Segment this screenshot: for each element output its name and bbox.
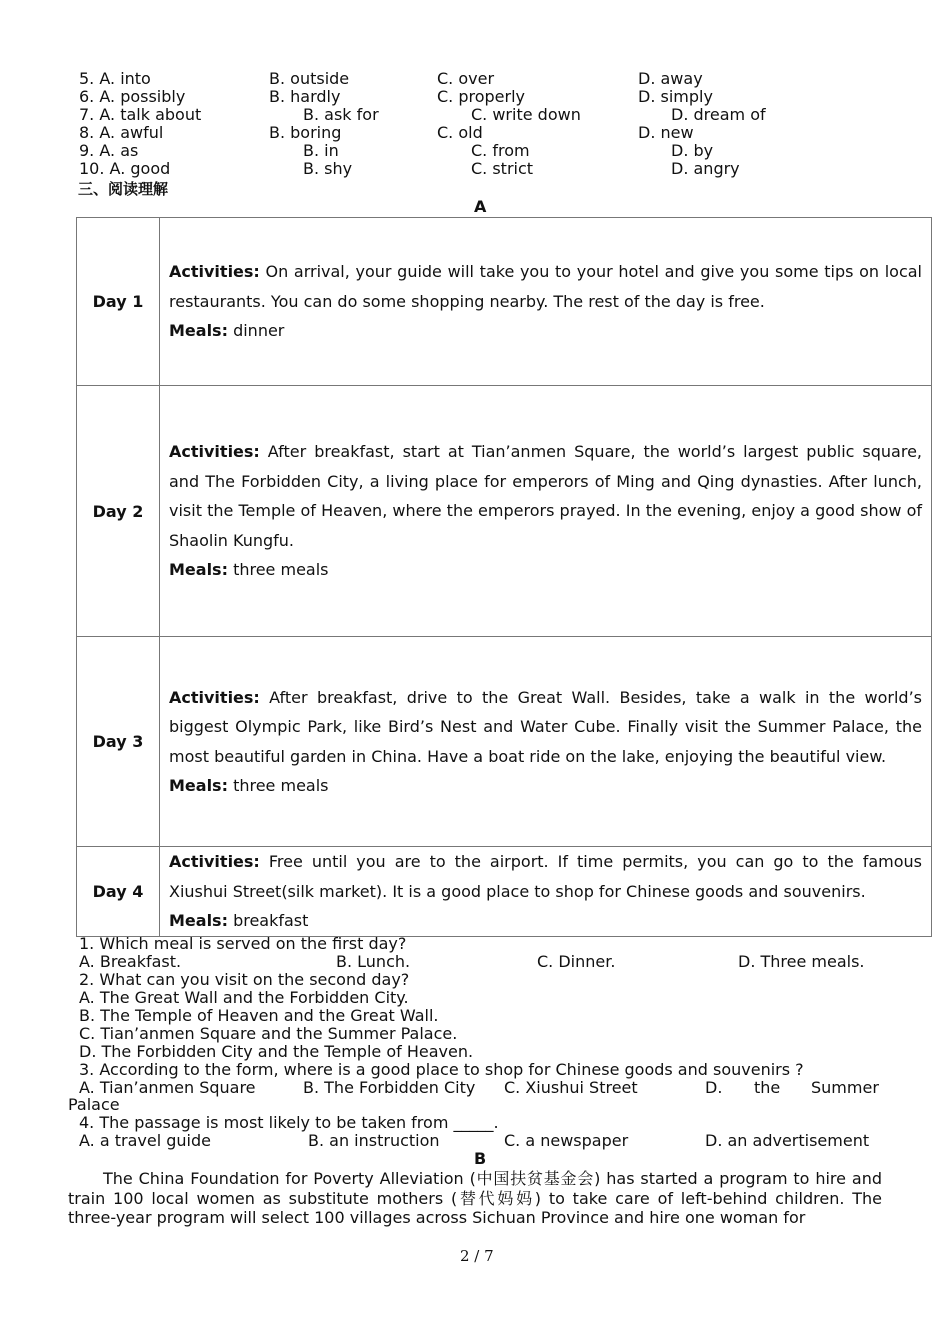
itinerary-table (76, 217, 932, 937)
cloze-6-a: 6. A. possibly (79, 87, 186, 106)
passage-a-title: A (474, 197, 487, 216)
cloze-6-d: D. simply (638, 87, 713, 106)
meals-text: breakfast (227, 911, 309, 930)
q3-option-d-word-1: the (754, 1078, 781, 1097)
day-description (160, 218, 932, 386)
q4-option-c: C. a newspaper (504, 1131, 629, 1150)
q1-option-b: B. Lunch. (336, 952, 411, 971)
cloze-5-d: D. away (638, 69, 703, 88)
activities-text: After breakfast, start at Tian’anmen Square, the world’s largest public square, and The Forbidden City, a living place for emperors of Ming and Qing dynasties. After lunch, visit the Temple of Heaven, where the emperors prayed. In the evening, enjoy a good show of Shaolin Kungfu. (169, 442, 922, 550)
q1-option-c: C. Dinner. (537, 952, 616, 971)
meals-label: Meals: (169, 560, 228, 580)
cloze-8-d: D. new (638, 123, 694, 142)
passage-b-title: B (474, 1149, 487, 1168)
cloze-9-a: 9. A. as (79, 141, 139, 160)
cloze-5-c: C. over (437, 69, 495, 88)
activities-label: Activities: (169, 262, 260, 282)
cloze-5-a: 5. A. into (79, 69, 151, 88)
cloze-10-a: 10. A. good (79, 159, 171, 178)
question-3: 3. According to the form, where is a good place to shop for Chinese goods and souvenirs ? (79, 1060, 804, 1079)
day-label: Day 3 (77, 637, 160, 847)
cloze-9-c: C. from (471, 141, 530, 160)
cloze-7-b: B. ask for (303, 105, 379, 124)
cloze-9-b: B. in (303, 141, 339, 160)
q3-option-d-word-2: Summer (811, 1078, 879, 1097)
cloze-8-c: C. old (437, 123, 483, 142)
question-1: 1. Which meal is served on the first day? (79, 934, 407, 953)
day-label: Day 2 (77, 386, 160, 637)
section-heading: 三、阅读理解 (78, 180, 169, 198)
cloze-10-c: C. strict (471, 159, 534, 178)
q3-option-d-letter: D. (705, 1078, 723, 1097)
activities-label: Activities: (169, 442, 260, 462)
q2-option-b: B. The Temple of Heaven and the Great Wall. (79, 1006, 439, 1025)
activities-text: Free until you are to the airport. If time permits, you can go to the famous Xiushui Street(silk market). It is a good place to shop for Chinese goods and souvenirs. (169, 852, 922, 901)
cloze-5-b: B. outside (269, 69, 350, 88)
day-description (160, 386, 932, 637)
cloze-9-d: D. by (671, 141, 714, 160)
passage-b-paragraph: The China Foundation for Poverty Alleviation (中国扶贫基金会) has started a program to hire and train 100 local women as substitute mothers (替代妈妈) to take care of left-behind children. The three-year program will select 100 villages across Sichuan Province and hire one woman for (68, 1169, 882, 1227)
day-description (160, 847, 932, 937)
itinerary-row (77, 847, 932, 937)
itinerary-row (77, 637, 932, 847)
meals-text: three meals (227, 560, 329, 580)
cloze-8-a: 8. A. awful (79, 123, 164, 142)
q2-option-c: C. Tian’anmen Square and the Summer Palace. (79, 1024, 458, 1043)
itinerary-row (77, 386, 932, 637)
day-label: Day 4 (77, 847, 160, 937)
meals-label: Meals: (169, 911, 228, 930)
cloze-6-c: C. properly (437, 87, 526, 106)
cloze-8-b: B. boring (269, 123, 342, 142)
meals-text: dinner (227, 321, 285, 341)
page-number: 2 / 7 (460, 1247, 494, 1265)
question-4: 4. The passage is most likely to be taken from _____. (79, 1113, 499, 1132)
day-description (160, 637, 932, 847)
activities-text: After breakfast, drive to the Great Wall. Besides, take a walk in the world’s biggest Olympic Park, like Bird’s Nest and Water Cube. Finally visit the Summer Palace, the most beautiful garden in China. Have a boat ride on the lake, enjoying the beautiful view. (169, 687, 922, 766)
q4-option-b: B. an instruction (308, 1131, 440, 1150)
q4-option-a: A. a travel guide (79, 1131, 211, 1150)
cloze-10-b: B. shy (303, 159, 353, 178)
activities-label: Activities: (169, 852, 260, 871)
q3-option-c: C. Xiushui Street (504, 1078, 638, 1097)
activities-label: Activities: (169, 687, 260, 707)
q3-option-b: B. The Forbidden City (303, 1078, 476, 1097)
meals-label: Meals: (169, 776, 228, 795)
cloze-7-c: C. write down (471, 105, 581, 124)
itinerary-row (77, 218, 932, 386)
activities-text: On arrival, your guide will take you to your hotel and give you some tips on local restaurants. You can do some shopping nearby. The rest of the day is free. (169, 262, 922, 311)
q1-option-d: D. Three meals. (738, 952, 865, 971)
day-label: Day 1 (77, 218, 160, 386)
q2-option-a: A. The Great Wall and the Forbidden City. (79, 988, 409, 1007)
q1-option-a: A. Breakfast. (79, 952, 182, 971)
question-2: 2. What can you visit on the second day? (79, 970, 410, 989)
q3-option-d-word-3: Palace (68, 1095, 120, 1114)
cloze-7-a: 7. A. talk about (79, 105, 202, 124)
cloze-6-b: B. hardly (269, 87, 341, 106)
meals-text: three meals (227, 776, 329, 795)
cloze-10-d: D. angry (671, 159, 740, 178)
q2-option-d: D. The Forbidden City and the Temple of Heaven. (79, 1042, 474, 1061)
meals-label: Meals: (169, 321, 228, 341)
q3-option-a: A. Tian’anmen Square (79, 1078, 256, 1097)
q4-option-d: D. an advertisement (705, 1131, 870, 1150)
cloze-7-d: D. dream of (671, 105, 766, 124)
